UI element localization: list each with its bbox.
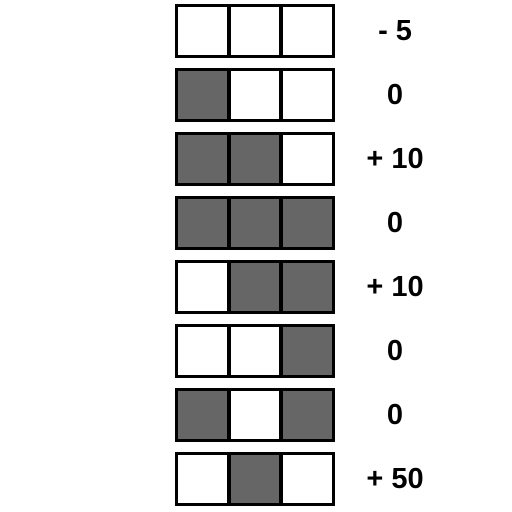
cell-strip: [175, 324, 335, 378]
empty-cell: [178, 263, 227, 311]
empty-cell: [227, 7, 280, 55]
cell-strip: [175, 4, 335, 58]
pattern-row: [175, 260, 512, 314]
pattern-row: [175, 452, 512, 506]
empty-cell: [227, 327, 280, 375]
filled-cell: [178, 391, 227, 439]
score-label: 0: [386, 207, 404, 239]
empty-cell: [227, 391, 280, 439]
empty-cell: [279, 71, 332, 119]
cell-strip: [175, 388, 335, 442]
empty-cell: [178, 327, 227, 375]
empty-cell: [178, 455, 227, 503]
score-label: + 50: [366, 463, 424, 495]
score-label: 0: [386, 399, 404, 431]
score-label: + 10: [366, 143, 424, 175]
filled-cell: [178, 71, 227, 119]
filled-cell: [279, 199, 332, 247]
score-label: 0: [386, 335, 404, 367]
pattern-row: [175, 196, 512, 250]
filled-cell: [227, 135, 280, 183]
empty-cell: [279, 7, 332, 55]
filled-cell: [227, 199, 280, 247]
filled-cell: [178, 135, 227, 183]
empty-cell: [227, 71, 280, 119]
empty-cell: [279, 135, 332, 183]
filled-cell: [279, 263, 332, 311]
empty-cell: [279, 455, 332, 503]
pattern-row: [175, 132, 512, 186]
filled-cell: [178, 199, 227, 247]
score-label: 0: [386, 79, 404, 111]
pattern-row: [175, 324, 512, 378]
cell-strip: [175, 132, 335, 186]
cell-strip: [175, 68, 335, 122]
filled-cell: [227, 263, 280, 311]
filled-cell: [279, 391, 332, 439]
pattern-row: [175, 4, 512, 58]
pattern-row: [175, 388, 512, 442]
filled-cell: [227, 455, 280, 503]
score-label: + 10: [366, 271, 424, 303]
pattern-row: [175, 68, 512, 122]
cell-strip: [175, 260, 335, 314]
cell-strip: [175, 452, 335, 506]
filled-cell: [279, 327, 332, 375]
empty-cell: [178, 7, 227, 55]
cell-strip: [175, 196, 335, 250]
score-label: - 5: [378, 15, 412, 47]
